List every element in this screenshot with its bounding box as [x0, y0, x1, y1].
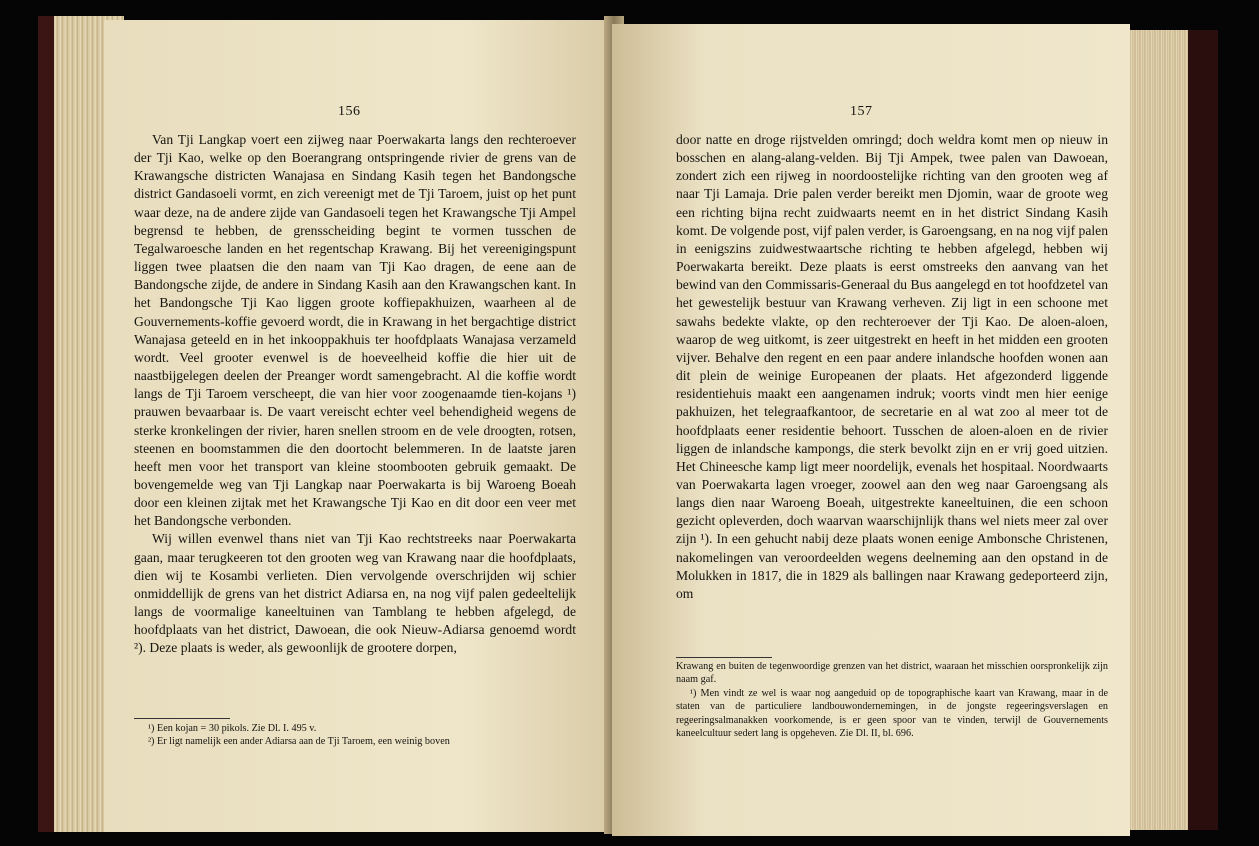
paragraph: Van Tji Langkap voert een zijweg naar Poerwakarta langs den rechteroever der Tji Kao, welke op den Boerangrang ontspringende rivier de grens van de Krawangsche districten Wanajasa en Sindang Kasih tegen het Bandongsche district Gandasoeli vormt, en zich vereenigt met de Tji Taroem, juist op het punt waar deze, na de andere zijde van Gandasoeli tegen het Krawangsche Tji Ampel begrensd te hebben, de grensscheiding begint te vormen tusschen de Tegalwaroesche landen en het regentschap Krawang. Bij het vereenigingspunt liggen twee plaatsen die den naam van Tji Kao dragen, de eene aan de Bandongsche zijde, de andere in Sindang Kasih aan den Krawangschen kant. In het Bandongsche Tji Kao liggen groote koffiepakhuizen, waarheen al de Gouvernements-koffie gevoerd wordt, die in Krawang in het bergachtige district Wanajasa geteeld en in het inkooppakhuis ter hoofdplaats Wanajasa verzameld wordt. Veel grooter evenwel is de hoeveelheid koffie die hier uit de naastbijgelegen deelen der Preanger wordt samengebracht. Al die koffie wordt langs de Tji Taroem verscheept, die van hier voor zoogenaamde tien-kojans ¹) prauwen bevaarbaar is. De vaart vereischt echter veel behendigheid wegens de sterke kronkelingen der rivier, haren snellen stroom en de vele droogten, rotsen, steenen en boomstammen die den doortocht belemmeren. In de laatste jaren heeft men voor het transport van kleine stoombooten gebruik gemaakt. De bovengemelde weg van Tji Langkap naar Poerwakarta is bij Waroeng Boeah door een kleinen zijtak met het Krawangsche Tji Kao en dit door een veer met het Bandongsche verbonden. — [134, 132, 576, 529]
paragraph: door natte en droge rijstvelden omringd; doch weldra komt men op nieuw in bosschen en alang-alang-velden. Bij Tji Ampek, twee palen van Dawoean, zondert zich een rijweg in noordoostelijke richting van den grooten weg af naar Tji Lamaja. Drie palen verder bereikt men Djomin, waar de groote weg een richting bijna recht zuidwaarts neemt en in het district Sindang Kasih komt. De volgende post, vijf palen verder, is Garoengsang, en na nog vijf palen in eenigszins zuidwestwaartsche richting te hebben afgelegd, hebben wij Poerwakarta bereikt. Deze plaats is eerst omstreeks den aanvang van het bewind van den Commissaris-Generaal du Bus aangelegd en tot hoofdzetel van het gewestelijk bestuur van Krawang verheven. Zij ligt in een schoone met sawahs bedekte vlakte, op den rechteroever der Tji Kao. De aloen-aloen, waarop de weg uitkomt, is zeer uitgestrekt en heeft in het midden een grooten vijver. Behalve den regent en een paar andere inlandsche hoofden wonen aan dit plein de weinige Europeanen der plaats. Het afgezonderd liggende residentiehuis maakt een aangenamen indruk; voorts vindt men hier eenige pakhuizen, het telegraafkantoor, de secretarie en al wat zoo al meer tot de hoofdplaats eener residentie behoort. Tusschen de aloen-aloen en de rivier liggen de inlandsche kampongs, die sterk bevolkt zijn en er vrij goed uitzien. Het Chineesche kamp ligt meer noordelijk, evenals het hospitaal. Noordwaarts van Poerwakarta lagen vroeger, zoowel aan den weg naar Garoengsang als langs dien naar Waroeng Boeah, uitgestrekte kaneeltuinen, die een schoon gezicht opleverden, doch waarvan waarschijnlijk thans wel niets meer zal over zijn ¹). In een gehucht nabij deze plaats wonen eenige Ambonsche Christenen, nakomelingen van veroordeelden wegens deelneming aan den opstand in de Molukken in 1817, die in 1829 als ballingen naar Krawang gedeporteerd zijn, om — [676, 132, 1108, 601]
footnote-continuation: Krawang en buiten de tegenwoordige grenzen van het district, waaraan het misschien oorspronkelijk zijn naam gaf. — [676, 661, 1108, 686]
page-number: 156 — [338, 104, 361, 119]
right-page — [612, 24, 1130, 836]
body-text — [134, 131, 576, 658]
footnote: ¹) Een kojan = 30 pikols. Zie Dl. I. 495 v. — [148, 723, 317, 734]
page-number: 157 — [850, 104, 873, 119]
left-page — [104, 20, 612, 832]
footnote: ²) Er ligt namelijk een ander Adiarsa aan de Tji Taroem, een weinig boven — [148, 736, 450, 748]
footnotes — [676, 660, 1108, 740]
footnotes — [134, 722, 576, 749]
paragraph: Wij willen evenwel thans niet van Tji Kao rechtstreeks naar Poerwakarta gaan, maar terugkeeren tot den grooten weg van Krawang naar die hoofdplaats, dien wij te Kosambi verlieten. Dien vervolgende overschrijden wij schier onmiddellijk de grens van het district Adiarsa en, na nog vijf palen gedeeltelijk langs de voormalige kaneeltuinen van Tamblang te hebben afgelegd, de hoofdplaats van het district, Dawoean, die ook Nieuw-Adiarsa genoemd wordt ²). Deze plaats is weder, als gewoonlijk de grootere dorpen, — [134, 531, 576, 656]
open-book — [38, 10, 1218, 834]
body-text — [676, 131, 1108, 603]
footnote-rule — [676, 657, 772, 658]
footnote: ¹) Men vindt ze wel is waar nog aangeduid op de topographische kaart van Krawang, maar in de staten van de particuliere landbouwondernemingen, in de jongste regeeringsverslagen en regeeringsalmanakken voorkomende, is er geen spoor van te vinden, terwijl de Gouvernements kaneelcultuur sedert lang is opgeheven. Zie Dl. II, bl. 696. — [676, 687, 1108, 740]
footnote-rule — [134, 718, 230, 719]
